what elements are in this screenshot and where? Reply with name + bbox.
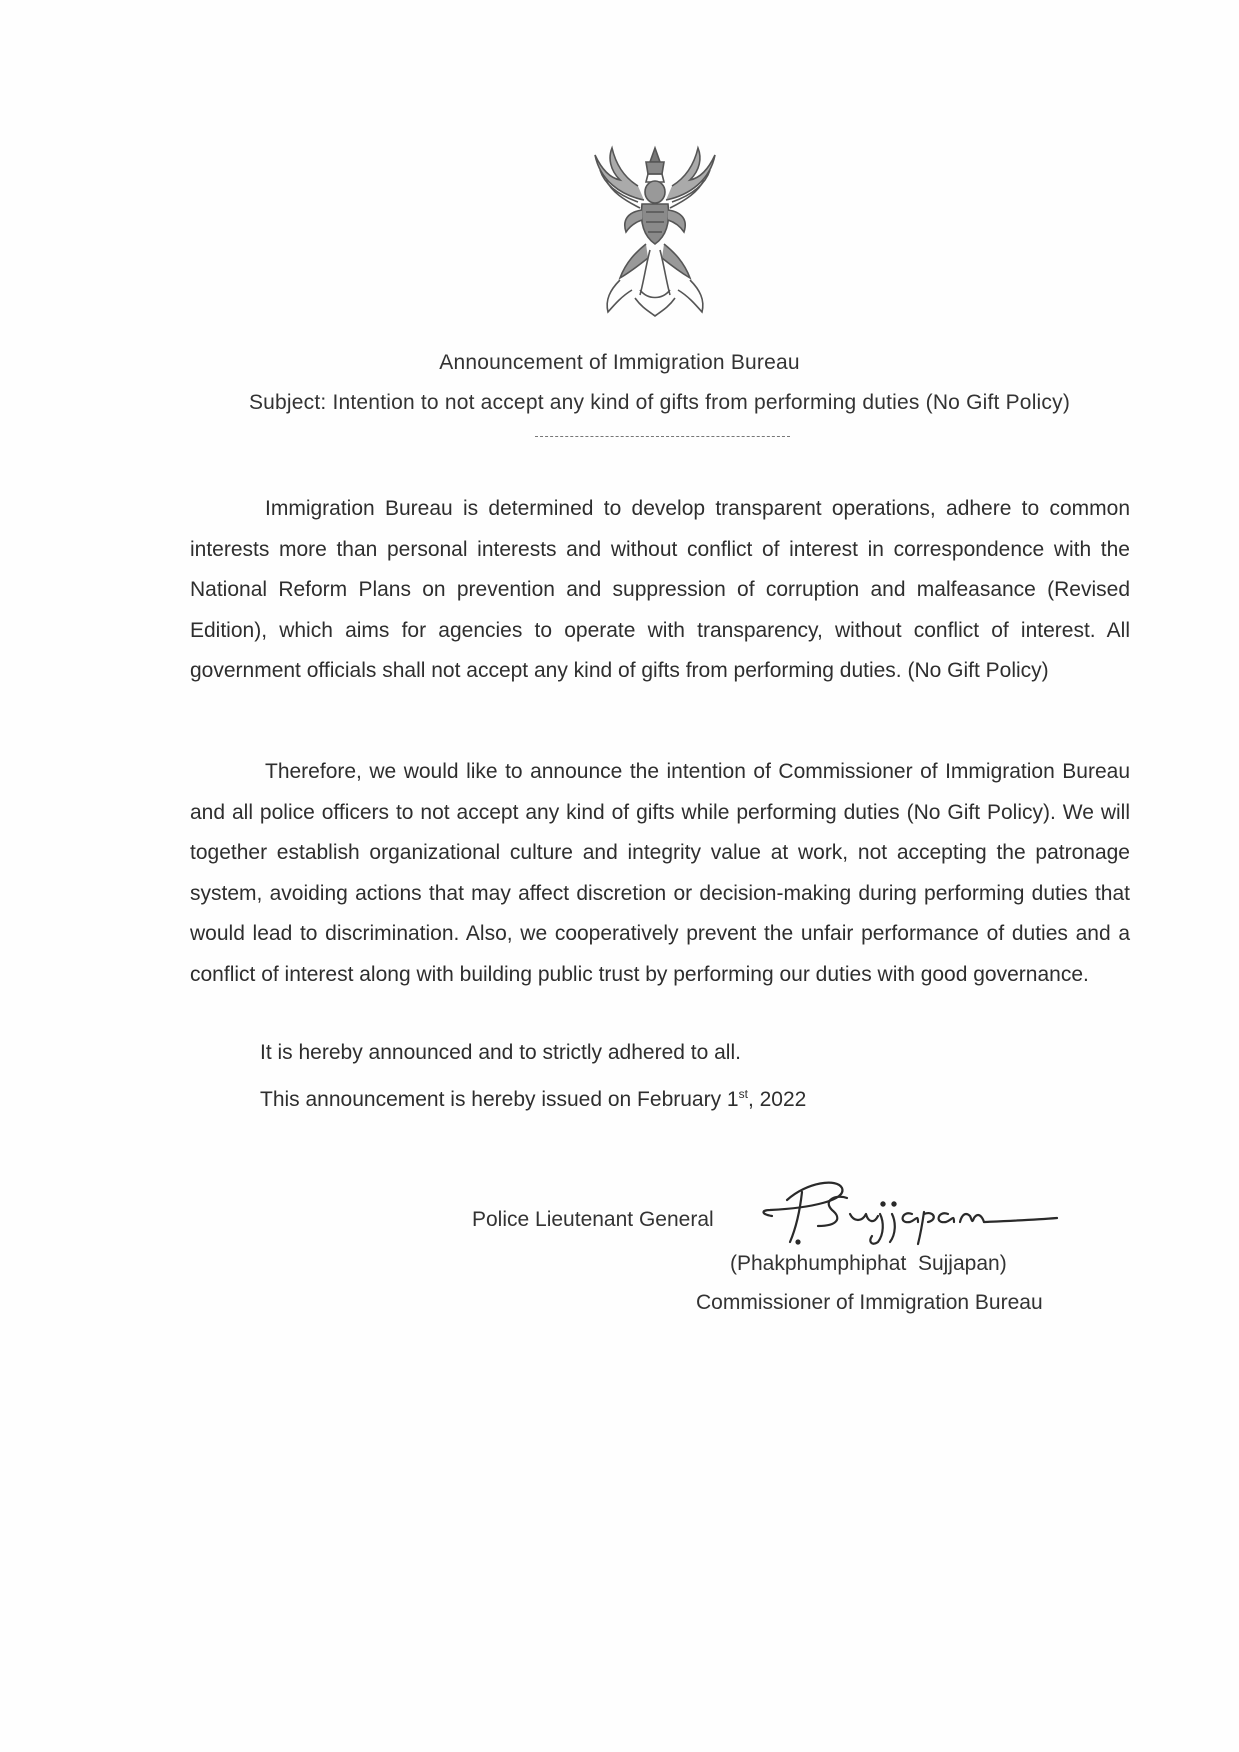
handwritten-signature — [752, 1170, 1062, 1250]
garuda-emblem-icon — [580, 140, 730, 320]
signatory-rank: Police Lieutenant General — [472, 1208, 714, 1231]
closing-statement: It is hereby announced and to strictly adhered to all. — [260, 1041, 741, 1064]
issue-date-prefix: This announcement is hereby issued on February 1 — [260, 1088, 739, 1111]
heading-divider — [535, 436, 790, 437]
signatory-position: Commissioner of Immigration Bureau — [696, 1291, 1043, 1314]
document-title: Announcement of Immigration Bureau — [439, 351, 800, 374]
issue-date-ordinal: st — [738, 1087, 748, 1101]
issue-date-statement — [260, 1087, 806, 1112]
signatory-name: (Phakphumphiphat Sujjapan) — [730, 1252, 1007, 1275]
body-paragraph-2: Therefore, we would like to announce the intention of Commissioner of Immigration Bureau and all police officers to not accept any kind of gifts while performing duties (No Gift Policy). We will together establish organizational culture and integrity value at work, not accepting the patronage system, avoiding actions that may affect discretion or decision-making during performing duties that would lead to discrimination. Also, we cooperatively prevent the unfair performance of duties and a conflict of interest along with building public trust by performing our duties with good governance. — [190, 760, 1130, 986]
body-paragraph-1: Immigration Bureau is determined to develop transparent operations, adhere to common interests more than personal interests and without conflict of interest in correspondence with the National Reform Plans on prevention and suppression of corruption and malfeasance (Revised Edition), which aims for agencies to operate with transparency, without conflict of interest. All government officials shall not accept any kind of gifts from performing duties. (No Gift Policy) — [190, 497, 1130, 682]
document-subject: Subject: Intention to not accept any kind of gifts from performing duties (No Gift Policy) — [248, 391, 1071, 414]
issue-date-suffix: , 2022 — [747, 1088, 807, 1111]
